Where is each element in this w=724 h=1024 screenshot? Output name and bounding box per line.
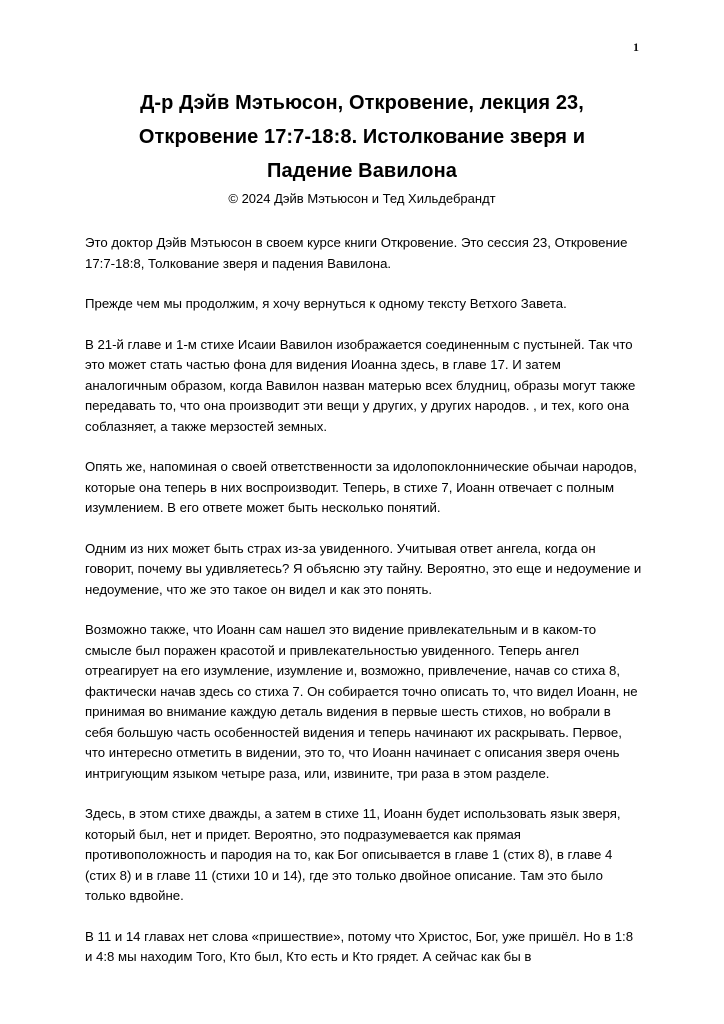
document-title: [85, 86, 639, 188]
paragraph-6: Возможно также, что Иоанн сам нашел это видение привлекательным и в каком-то смысле был поражен красотой и привлекательностью увиденного. Теперь ангел отреагирует на его изумление, изумление и, возможно, привлечение, начав со стиха 8, фактически начав здесь со стиха 7. Он собирается точно описать то, что видел Иоанн, не принимая во внимание каждую деталь видения в первые шесть стихов, но вобрали в себя большую часть особенностей видения и теперь начинают их раскрывать. Первое, что интересно отметить в видении, это то, что Иоанн начинает с описания зверя очень интригующим языком четыре раза, или, извините, три раза в этом разделе.: [85, 622, 638, 781]
paragraph-5: Одним из них может быть страх из-за увиденного. Учитывая ответ ангела, когда он говорит, почему вы удивляетесь? Я объясню эту тайну. Вероятно, это еще и недоумение и недоумение, что же это такое он видел и как это понять.: [85, 540, 642, 597]
page-number: 1: [633, 40, 639, 54]
paragraph-7: Здесь, в этом стихе дважды, а затем в стихе 11, Иоанн будет использовать язык зверя, который был, нет и придет. Вероятно, это подразумевается как прямая противоположность и пародия на то, как Бог описывается в главе 1 (стих 8), в главе 4 (стих 8) и в главе 11 (стихи 10 и 14), где это только двойное описание. Там это было только вдвойне.: [85, 806, 621, 903]
paragraph-3: В 21-й главе и 1-м стихе Исаии Вавилон изображается соединенным с пустыней. Так что это может стать частью фона для видения Иоанна здесь, в главе 17. И затем аналогичным образом, когда Вавилон назван матерью всех блудниц, образы могут также передавать то, что она производит эти вещи у других, у других народов. , и тех, кого она соблазняет, а также мерзостей земных.: [85, 336, 636, 434]
paragraph-1: Это доктор Дэйв Мэтьюсон в своем курсе книги Откровение. Это сессия 23, Откровение 17:7-18:8, Толкование зверя и падения Вавилона.: [85, 235, 628, 271]
paragraph-4: Опять же, напоминая о своей ответственности за идолопоклоннические обычаи народов, которые она теперь в них воспроизводит. Теперь, в стихе 7, Иоанн отвечает с полным изумлением. В его ответе может быть несколько понятий.: [85, 459, 637, 515]
paragraph-8: В 11 и 14 главах нет слова «пришествие», потому что Христос, Бог, уже пришёл. Но в 1:8 и 4:8 мы находим Того, Кто был, Кто есть и Кто грядет. А сейчас как бы в: [85, 928, 634, 964]
title-block: [85, 86, 639, 208]
title-line-3: Падение Вавилона: [267, 160, 457, 182]
paragraph-2: Прежде чем мы продолжим, я хочу вернуться к одному тексту Ветхого Завета.: [85, 296, 567, 311]
title-line-1: Д-р Дэйв Мэтьюсон, Откровение, лекция 23,: [140, 92, 584, 114]
document-body: [85, 233, 642, 968]
copyright-line: © 2024 Дэйв Мэтьюсон и Тед Хильдебрандт: [228, 191, 496, 206]
title-line-2: Откровение 17:7-18:8. Истолкование зверя и: [138, 126, 586, 148]
